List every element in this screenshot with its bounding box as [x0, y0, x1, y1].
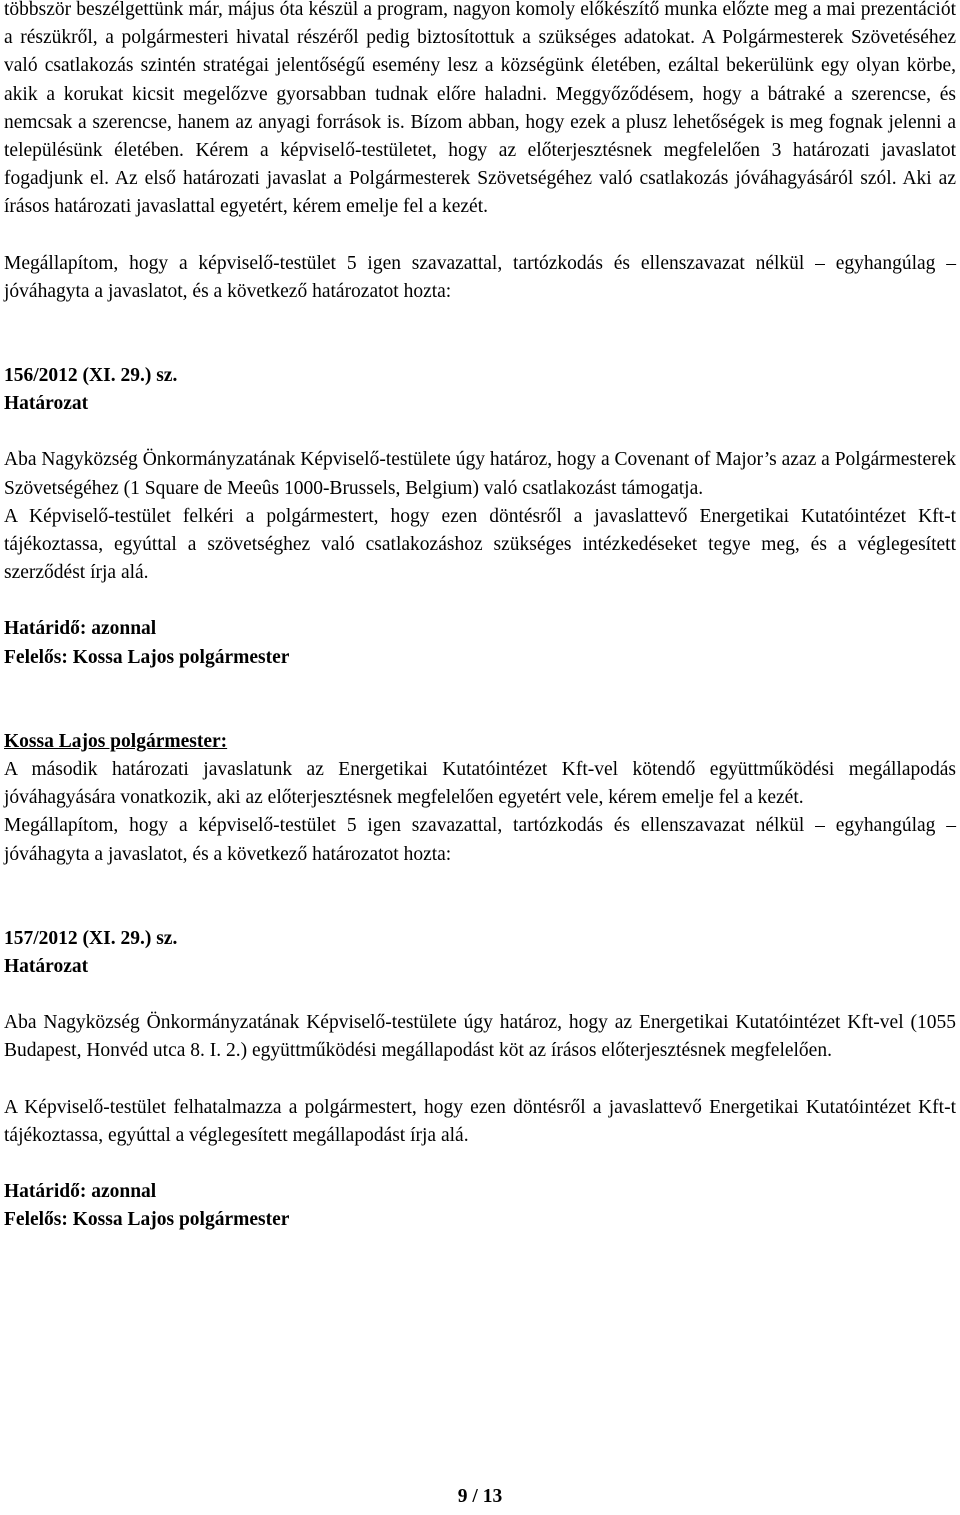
- resolution-156-title: Határozat: [4, 393, 89, 415]
- resolution-157-number: 157/2012 (XI. 29.) sz.: [4, 927, 178, 949]
- resolution-157-responsible: Felelős: Kossa Lajos polgármester: [4, 1209, 290, 1231]
- vote-statement-2: Megállapítom, hogy a képviselő-testület 5 igen szavazattal, tartózkodás és ellenszavazat nélkül – egyhangúlag – jóváhagyta a javaslatot, és a következő határozatot hozta:: [4, 815, 956, 865]
- vote-statement-1: Megállapítom, hogy a képviselő-testület 5 igen szavazattal, tartózkodás és ellenszavazat nélkül – egyhangúlag – jóváhagyta a javaslatot, és a következő határozatot hozta:: [4, 252, 956, 302]
- resolution-156-deadline: Határidő: azonnal: [4, 618, 157, 640]
- resolution-156-text-1: Aba Nagyközség Önkormányzatának Képviselő-testülete úgy határoz, hogy a Covenant of Major’s azaz a Polgármesterek Szövetségéhez (1 Square de Meeûs 1000-Brussels, Belgium) való csatlakozást támogatja.: [4, 449, 956, 499]
- resolution-157-text-1: Aba Nagyközség Önkormányzatának Képviselő-testülete úgy határoz, hogy az Energetikai Kutatóintézet Kft-vel (1055 Budapest, Honvéd utca 8. I. 2.) együttműködési megállapodást köt az írásos előterjesztésnek megfelelően.: [4, 1012, 956, 1062]
- intro-paragraph: többször beszélgettünk már, május óta készül a program, nagyon komoly előkészítő munka előzte meg a mai prezentációt a részükről, a polgármesteri hivatal részéről pedig biztosítottuk a szükséges adatokat. A Polgármesterek Szövetéséhez való csatlakozás szintén stratégai jelentőségű esemény lesz a községünk életében, ezáltal bekerülünk egy olyan körbe, akik a korukat kicsit megelőzve gyorsabban tudnak előre haladni. Meggyőződésem, hogy a bátraké a szerencse, és nemcsak a szerencse, hanem az anyagi források is. Bízom abban, hogy ezek a plusz lehetőségek is meg fognak jelenni a településünk életében. Kérem a képviselő-testületet, hogy az előterjesztésnek megfelelően 3 határozati javaslatot fogadjunk el. Az első határozati javaslat a Polgármesterek Szövetségéhez való csatlakozás jóváhagyásáról szól. Aki az írásos határozati javaslattal egyetért, kérem emelje fel a kezét.: [4, 0, 956, 218]
- page-number: 9 / 13: [457, 1486, 503, 1507]
- speaker-heading: Kossa Lajos polgármester:: [4, 730, 228, 752]
- second-proposal-paragraph: A második határozati javaslatunk az Energetikai Kutatóintézet Kft-vel kötendő együttműködési megállapodás jóváhagyására vonatkozik, aki az előterjesztésnek megfelelően egyetért vele, kérem emelje fel a kezét.: [4, 759, 956, 809]
- resolution-156-number: 156/2012 (XI. 29.) sz.: [4, 365, 178, 387]
- resolution-156-responsible: Felelős: Kossa Lajos polgármester: [4, 646, 290, 668]
- resolution-156-text-2: A Képviselő-testület felkéri a polgármestert, hogy ezen döntésről a javaslattevő Energetikai Kutatóintézet Kft-t tájékoztassa, egyúttal a szövetséghez való csatlakozáshoz szükséges intézkedéseket tegye meg, és a véglegesített szerződést írja alá.: [4, 505, 956, 584]
- resolution-157-text-2: A Képviselő-testület felhatalmazza a polgármestert, hogy ezen döntésről a javaslattevő Energetikai Kutatóintézet Kft-t tájékoztassa, egyúttal a véglegesített megállapodást írja alá.: [4, 1096, 956, 1146]
- resolution-157-deadline: Határidő: azonnal: [4, 1181, 157, 1203]
- resolution-157-title: Határozat: [4, 956, 89, 978]
